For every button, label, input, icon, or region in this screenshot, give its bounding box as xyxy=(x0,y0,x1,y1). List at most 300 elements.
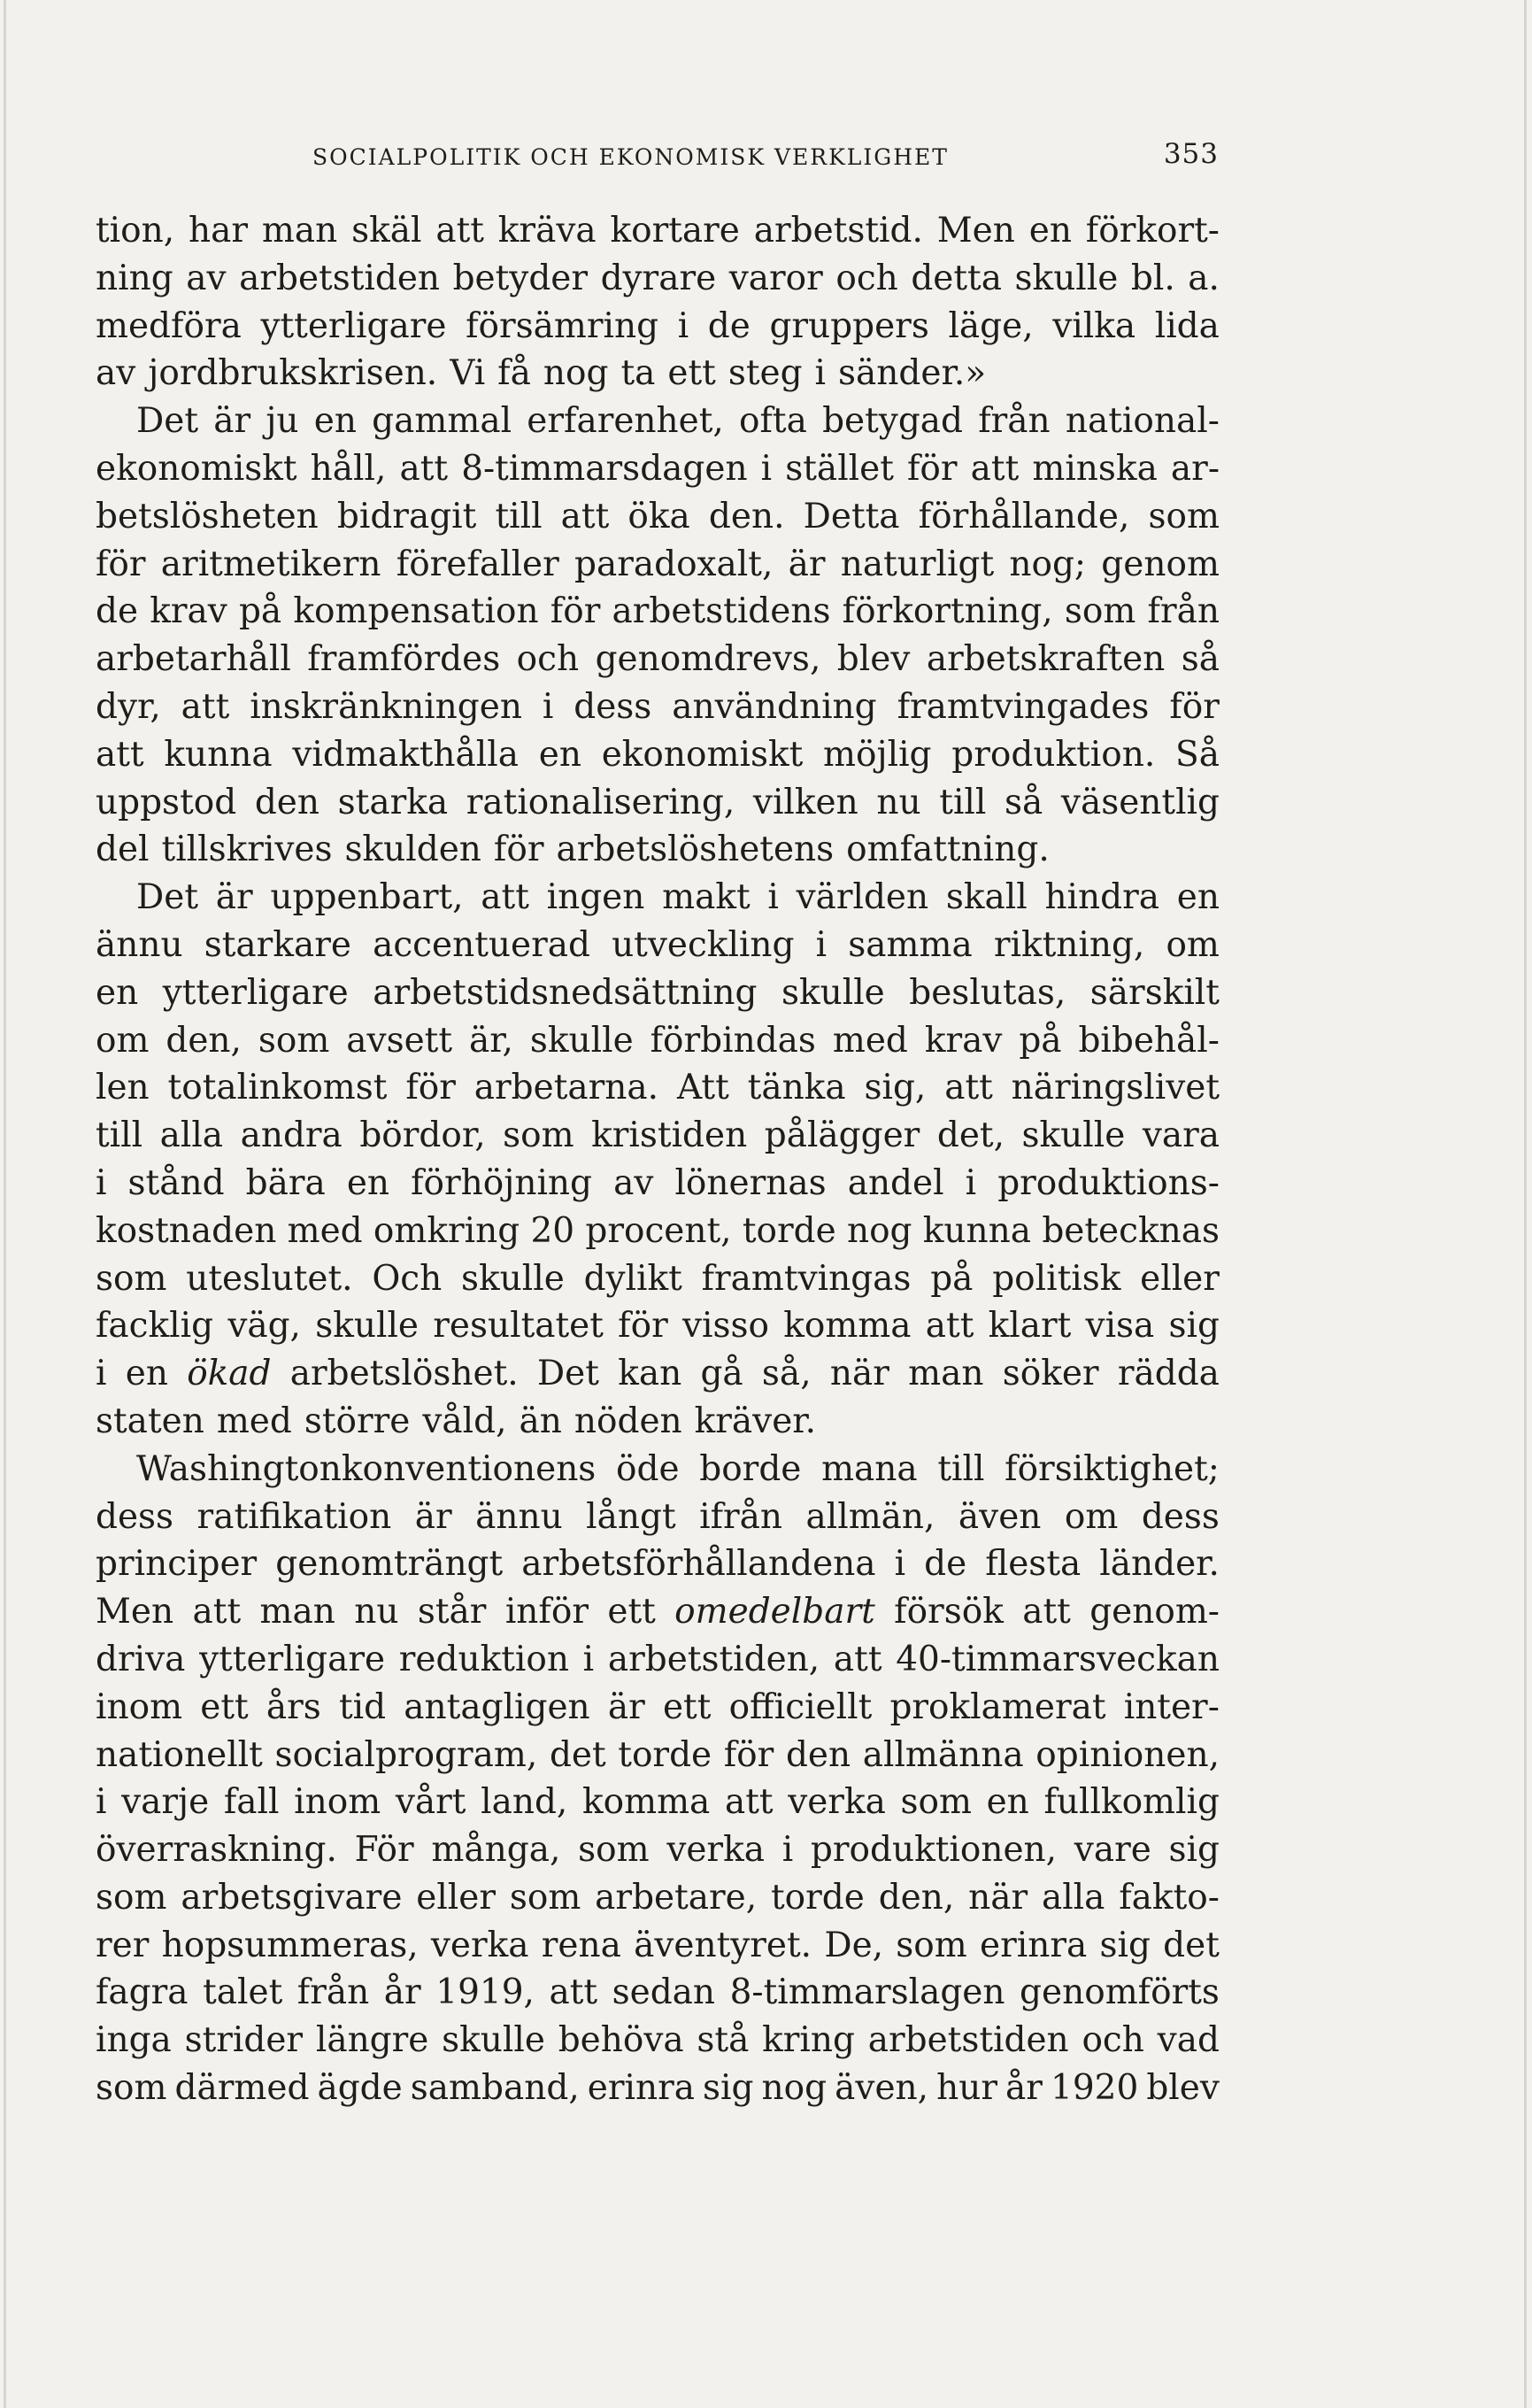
text-line xyxy=(96,826,1220,874)
word: Att xyxy=(676,1068,729,1108)
word: skulle xyxy=(461,1258,565,1299)
word: kan xyxy=(618,1354,682,1394)
word: allmänna xyxy=(862,1734,1024,1775)
word: i xyxy=(814,353,827,394)
word: framfördes xyxy=(307,639,501,680)
word: år xyxy=(383,1972,421,2013)
word: steg xyxy=(728,353,803,394)
word: reduktion xyxy=(398,1639,569,1679)
word: näringslivet xyxy=(1011,1068,1220,1108)
word: sänder.» xyxy=(838,353,987,394)
word: försök xyxy=(894,1592,1004,1632)
word: produktion. xyxy=(951,734,1156,775)
word: totalinkomst xyxy=(167,1068,388,1108)
word: arbetstidsnedsättning xyxy=(373,972,758,1013)
word: genom- xyxy=(1089,1592,1220,1632)
text-line xyxy=(96,2065,1220,2112)
word: till xyxy=(495,496,543,536)
word: ännu xyxy=(96,924,183,965)
word: en xyxy=(538,734,581,775)
text-line xyxy=(96,397,1220,445)
word: som xyxy=(96,1258,167,1299)
word: 8-timmarslagen xyxy=(729,1972,1005,2013)
text-line xyxy=(96,1684,1220,1732)
word: kräva xyxy=(497,211,597,251)
word: nu xyxy=(876,782,921,822)
word: arbetskraften xyxy=(926,639,1166,680)
word: ägde xyxy=(317,2068,403,2109)
word: öka xyxy=(627,496,690,536)
word: torde xyxy=(771,1877,865,1918)
word: att xyxy=(481,877,529,918)
word: vilka xyxy=(1052,305,1136,346)
word: ta xyxy=(620,353,656,394)
text-line xyxy=(96,1922,1220,1970)
word: skulle xyxy=(781,972,885,1013)
word: starka xyxy=(337,782,449,822)
word: är xyxy=(215,877,253,918)
text-line xyxy=(96,636,1220,683)
word: är xyxy=(788,544,826,584)
word: om xyxy=(96,1020,150,1061)
word: genomträngt xyxy=(275,1544,504,1585)
word: paradoxalt, xyxy=(574,544,774,584)
text-line xyxy=(96,1732,1220,1779)
word: kunna xyxy=(164,734,273,775)
word: skulle xyxy=(1014,258,1119,298)
word: skulle xyxy=(315,1306,419,1347)
word: användning xyxy=(672,686,877,727)
word: fullkomlig xyxy=(1043,1782,1220,1823)
word: äventyret. xyxy=(634,1925,812,1965)
word: Och xyxy=(372,1258,443,1299)
word: på xyxy=(238,591,282,632)
word: ju xyxy=(266,401,299,442)
text-line xyxy=(96,1493,1220,1541)
word: väg, xyxy=(227,1306,301,1347)
word: flesta xyxy=(985,1544,1082,1585)
word: förhöjning xyxy=(411,1162,593,1203)
page-edge-left xyxy=(4,0,6,2408)
word: produktionen, xyxy=(810,1830,1058,1871)
word: hopsummeras, xyxy=(161,1925,419,1965)
word: i xyxy=(542,686,554,727)
word: inom xyxy=(96,1686,183,1727)
word: i xyxy=(760,448,773,489)
word: att xyxy=(192,1592,242,1632)
word: ytterligare xyxy=(199,1639,386,1679)
word: är xyxy=(213,401,251,442)
word: hindra xyxy=(1044,877,1160,918)
word: vidmakthålla xyxy=(292,734,519,775)
word: 8-timmarsdagen xyxy=(461,448,748,489)
word: vare xyxy=(1074,1830,1151,1871)
word: Men xyxy=(936,211,1015,251)
word: nöden xyxy=(574,1401,682,1441)
word: uppenbart, xyxy=(270,877,464,918)
word: många, xyxy=(431,1830,561,1871)
text-line xyxy=(96,1874,1220,1922)
word: med xyxy=(287,1210,363,1251)
word: inga xyxy=(96,2020,172,2061)
word: nationellt xyxy=(96,1734,263,1775)
word: länder. xyxy=(1099,1544,1220,1585)
word: sig, xyxy=(864,1068,927,1108)
word: omkring xyxy=(373,1210,520,1251)
word: man xyxy=(908,1354,984,1394)
text-line xyxy=(96,255,1220,303)
word: arbetstidens xyxy=(612,591,831,632)
word: verka xyxy=(666,1830,765,1871)
word: att xyxy=(399,448,449,489)
word: förkort- xyxy=(1085,211,1220,251)
word: skäl xyxy=(351,211,422,251)
word: utveckling xyxy=(612,924,795,965)
word: som xyxy=(509,1877,581,1918)
word: nog; xyxy=(1009,544,1087,584)
word: varje xyxy=(121,1782,210,1823)
word: antagligen xyxy=(404,1686,590,1727)
word: för xyxy=(1169,686,1220,727)
word: staten xyxy=(96,1401,204,1441)
word: i xyxy=(894,1544,906,1585)
word: gå xyxy=(700,1354,743,1394)
word: sig xyxy=(703,2068,754,2109)
word: tion, xyxy=(96,211,175,251)
word: ekonomiskt xyxy=(96,448,297,489)
word: dyrare xyxy=(600,258,717,298)
word: nog xyxy=(761,2068,828,2109)
word: 40-timmarsveckan xyxy=(896,1639,1220,1679)
word: del xyxy=(96,830,150,870)
word: i xyxy=(96,1162,107,1203)
word: starkare xyxy=(204,924,351,965)
word: en xyxy=(125,1354,168,1394)
word: dyr, xyxy=(96,686,161,727)
word: kompensation xyxy=(293,591,539,632)
word: uppstod xyxy=(96,782,237,822)
word: den xyxy=(785,1734,851,1775)
word: skulle xyxy=(442,2020,545,2061)
word: söker xyxy=(1002,1354,1099,1394)
word: en xyxy=(1176,877,1220,918)
word: ett xyxy=(607,1592,656,1632)
word: att xyxy=(944,1068,993,1108)
text-line xyxy=(96,1969,1220,2017)
text-line xyxy=(96,1779,1220,1826)
word: även xyxy=(958,1496,1042,1537)
word: bära xyxy=(245,1162,326,1203)
word: det, xyxy=(936,1115,1005,1156)
word: rer xyxy=(96,1925,150,1965)
word: samband, xyxy=(410,2068,580,2109)
word: i xyxy=(815,924,828,965)
word: till xyxy=(939,782,987,822)
word: från xyxy=(978,401,1051,442)
word: dess xyxy=(1141,1496,1220,1537)
word: att xyxy=(549,1972,598,2013)
word: än xyxy=(519,1401,562,1441)
word: Detta xyxy=(803,496,900,536)
word: facklig xyxy=(96,1306,214,1347)
word: som xyxy=(96,2068,167,2109)
word: rena xyxy=(541,1925,621,1965)
word: lida xyxy=(1154,305,1220,346)
word: i xyxy=(767,877,779,918)
word: försiktighet; xyxy=(1005,1448,1220,1489)
word: bibehål- xyxy=(1078,1020,1220,1061)
word: att xyxy=(833,1639,882,1679)
word: mana xyxy=(821,1448,918,1489)
word: komma xyxy=(783,1306,912,1347)
word: bördor, xyxy=(359,1115,486,1156)
word: 1919, xyxy=(435,1972,535,2013)
word: att xyxy=(970,448,1020,489)
word: rationalisering, xyxy=(466,782,735,822)
word: världen xyxy=(796,877,929,918)
word: i xyxy=(781,1830,794,1871)
word: minska xyxy=(1032,448,1158,489)
word: öde xyxy=(616,1448,680,1489)
word: len xyxy=(96,1068,150,1108)
word: För xyxy=(354,1830,414,1871)
text-line xyxy=(96,1017,1220,1065)
word: en xyxy=(1028,211,1072,251)
word: våld, xyxy=(422,1401,507,1441)
word: erinra xyxy=(980,1925,1088,1965)
word: har xyxy=(189,211,249,251)
word: särskilt xyxy=(1089,972,1220,1013)
word: arbetsgivare xyxy=(181,1877,403,1918)
word: att xyxy=(560,496,610,536)
page-edge-right xyxy=(1524,0,1527,2408)
word: framtvingas xyxy=(701,1258,912,1299)
word: accentuerad xyxy=(373,924,590,965)
word: ett xyxy=(200,1686,249,1727)
word: därmed xyxy=(174,2068,310,2109)
word: behöva xyxy=(558,2020,684,2061)
word: erinra xyxy=(587,2068,695,2109)
word: ännu xyxy=(475,1496,563,1537)
word: och xyxy=(835,258,898,298)
word: 20 xyxy=(530,1210,575,1251)
word: Det xyxy=(136,401,199,442)
word: den xyxy=(254,782,319,822)
word: från xyxy=(1147,591,1220,632)
word: dess xyxy=(574,686,652,727)
word: driva xyxy=(96,1639,186,1679)
word: är, xyxy=(468,1020,513,1061)
word: om xyxy=(1064,1496,1119,1537)
word: och xyxy=(1082,2020,1144,2061)
word: inför xyxy=(504,1592,589,1632)
word: en xyxy=(986,1782,1029,1823)
text-line xyxy=(96,2017,1220,2065)
word: kräver. xyxy=(694,1401,817,1441)
word: ökad xyxy=(187,1354,272,1394)
word: jordbrukskrisen. xyxy=(148,353,438,394)
word: andel xyxy=(847,1162,944,1203)
word: ett xyxy=(662,1686,712,1727)
word: naturligt xyxy=(840,544,995,584)
word: den, xyxy=(878,1877,955,1918)
text-line xyxy=(96,969,1220,1017)
word: betecknas xyxy=(1042,1210,1220,1251)
word: tillskrives xyxy=(161,830,333,870)
word: överraskning. xyxy=(96,1830,337,1871)
text-line xyxy=(96,541,1220,589)
word: att xyxy=(925,1306,974,1347)
word: det xyxy=(549,1734,606,1775)
word: socialprogram, xyxy=(274,1734,538,1775)
word: krav xyxy=(150,591,227,632)
word: ning xyxy=(96,258,173,298)
word: för xyxy=(618,1306,668,1347)
word: stället xyxy=(785,448,894,489)
word: allmän, xyxy=(805,1496,935,1537)
word: principer xyxy=(96,1544,258,1585)
word: pålägger xyxy=(764,1115,920,1156)
word: klart xyxy=(988,1306,1072,1347)
word: att xyxy=(181,686,230,727)
word: från xyxy=(296,1972,370,2013)
word: fall xyxy=(223,1782,280,1823)
word: aritmetikern xyxy=(160,544,381,584)
word: läge, xyxy=(948,305,1034,346)
word: man xyxy=(261,211,338,251)
text-line xyxy=(96,350,1220,397)
word: andra xyxy=(240,1115,343,1156)
word: avsett xyxy=(346,1020,453,1061)
text-line xyxy=(96,445,1220,493)
word: arbetstiden xyxy=(867,2020,1069,2061)
running-header: SOCIALPOLITIK OCH EKONOMISK VERKLIGHET xyxy=(312,144,949,170)
word: så, xyxy=(761,1354,812,1394)
word: förbindas xyxy=(650,1020,816,1061)
word: lönernas xyxy=(674,1162,827,1203)
word: även, xyxy=(835,2068,929,2109)
word: de xyxy=(707,305,751,346)
word: makt xyxy=(662,877,751,918)
text-line xyxy=(96,683,1220,731)
word: de xyxy=(96,591,139,632)
text-line xyxy=(96,1064,1220,1112)
text-line xyxy=(96,1398,1220,1446)
word: i xyxy=(96,1354,107,1394)
word: opinionen, xyxy=(1035,1734,1220,1775)
word: officiellt xyxy=(728,1686,873,1727)
word: verka xyxy=(430,1925,529,1965)
word: stånd xyxy=(127,1162,225,1203)
word: håll, xyxy=(310,448,387,489)
word: som xyxy=(1064,591,1136,632)
word: tänka xyxy=(747,1068,846,1108)
word: en xyxy=(313,401,357,442)
word: i xyxy=(677,305,689,346)
word: är xyxy=(414,1496,452,1537)
word: förkortning, xyxy=(842,591,1053,632)
word: vara xyxy=(1142,1115,1220,1156)
text-line xyxy=(96,779,1220,827)
word: omfattning. xyxy=(846,830,1050,870)
word: för xyxy=(906,448,958,489)
word: så xyxy=(1005,782,1043,822)
word: förefaller xyxy=(396,544,559,584)
word: som xyxy=(96,1877,167,1918)
word: kortare xyxy=(610,211,740,251)
word: verka xyxy=(788,1782,886,1823)
word: skulle xyxy=(529,1020,634,1061)
word: vårt xyxy=(395,1782,466,1823)
text-line xyxy=(96,1255,1220,1303)
text-line xyxy=(96,1112,1220,1160)
word: procent, xyxy=(585,1210,732,1251)
word: för xyxy=(405,1068,456,1108)
word: en xyxy=(96,972,139,1013)
word: sig xyxy=(1099,1925,1151,1965)
word: blev xyxy=(836,639,911,680)
word: till xyxy=(937,1448,985,1489)
word: ingen xyxy=(546,877,645,918)
word: nu xyxy=(354,1592,399,1632)
word: fakto- xyxy=(1119,1877,1220,1918)
text-line xyxy=(96,1636,1220,1684)
word: riktning, xyxy=(993,924,1145,965)
word: Vi xyxy=(450,353,486,394)
word: resultatet xyxy=(433,1306,604,1347)
word: betygad xyxy=(822,401,963,442)
word: arbetarhåll xyxy=(96,639,291,680)
word: år xyxy=(1005,2068,1043,2109)
word: långt xyxy=(586,1496,676,1537)
body-text xyxy=(96,207,1220,2112)
word: omedelbart xyxy=(674,1592,875,1632)
word: förhållande, xyxy=(918,496,1130,536)
word: i xyxy=(582,1639,595,1679)
word: krav xyxy=(924,1020,1003,1061)
word: hur xyxy=(936,2068,997,2109)
word: så xyxy=(1181,639,1220,680)
word: av xyxy=(96,353,136,394)
word: betslösheten xyxy=(96,496,319,536)
word: som xyxy=(1148,496,1220,536)
word: skulden xyxy=(344,830,481,870)
word: ifrån xyxy=(699,1496,783,1537)
word: kring xyxy=(762,2020,855,2061)
word: av xyxy=(613,1162,654,1203)
word: fagra xyxy=(96,1972,189,2013)
text-line xyxy=(96,1540,1220,1588)
word: produktions- xyxy=(997,1162,1220,1203)
word: för xyxy=(493,830,544,870)
word: beslutas, xyxy=(909,972,1066,1013)
word: ytterligare xyxy=(162,972,349,1013)
word: på xyxy=(930,1258,974,1299)
word: försämring xyxy=(466,305,659,346)
word: gammal xyxy=(372,401,512,442)
word: borde xyxy=(699,1448,802,1489)
word: sedan xyxy=(612,1972,716,2013)
word: proklamerat xyxy=(889,1686,1106,1727)
word: 1920 xyxy=(1051,2068,1139,2109)
word: samma xyxy=(848,924,973,965)
word: man xyxy=(259,1592,335,1632)
word: alla xyxy=(159,1115,224,1156)
word: av xyxy=(186,258,227,298)
word: a. xyxy=(1188,258,1220,298)
word: tid xyxy=(338,1686,387,1727)
word: arbetstid. xyxy=(753,211,923,251)
